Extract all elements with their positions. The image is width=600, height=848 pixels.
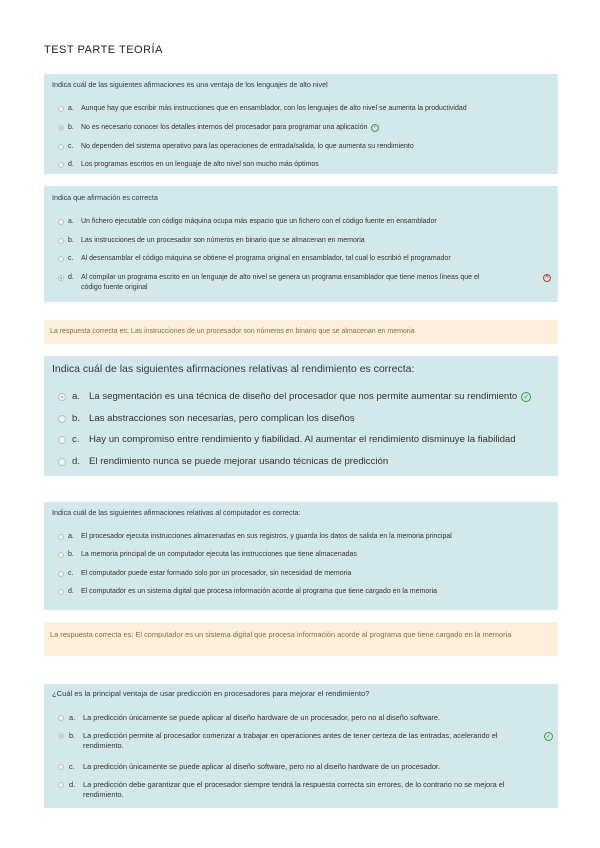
- option-text: Hay un compromiso entre rendimiento y fiabilidad. Al aumentar el rendimiento disminuye la fiabilidad: [89, 434, 516, 445]
- option-text: La predicción debe garantizar que el procesador siempre tendrá la respuesta correcta sin errores, de lo contrario no se mejora el rendimiento.: [83, 780, 505, 799]
- option-letter: d.: [68, 161, 74, 168]
- option-c[interactable]: [58, 142, 538, 152]
- option-text: El computador es un sistema digital que procesa información acorde al programa que tiene cargado en la memoria: [81, 588, 438, 595]
- question-2: [44, 186, 558, 302]
- radio-button[interactable]: [58, 571, 64, 577]
- question-1: [44, 74, 558, 174]
- option-letter: d.: [72, 456, 81, 467]
- option-d[interactable]: [58, 456, 538, 468]
- option-letter: a.: [69, 713, 76, 722]
- option-letter: c.: [68, 143, 74, 150]
- feedback-message: La respuesta correcta es: Las instrucciones de un procesador son números en binario que se almacenan en memoria: [44, 320, 558, 344]
- radio-button[interactable]: [58, 415, 66, 423]
- option-letter: d.: [68, 274, 74, 281]
- option-letter: b.: [72, 413, 81, 424]
- option-text: Las abstracciones son necesarias, pero complican los diseños: [89, 413, 355, 424]
- option-letter: a.: [68, 533, 74, 540]
- radio-button[interactable]: [58, 162, 64, 168]
- radio-button[interactable]: [58, 436, 66, 444]
- question-4: [44, 502, 558, 610]
- option-d[interactable]: [58, 780, 538, 800]
- option-letter: d.: [68, 588, 74, 595]
- option-letter: b.: [68, 124, 74, 131]
- check-circle-icon: ✓: [373, 124, 378, 131]
- option-text: El computador puede estar formado solo por un procesador, sin necesidad de memoria: [81, 570, 352, 577]
- page-title: TEST PARTE TEORÍA: [44, 44, 163, 56]
- option-d[interactable]: [58, 160, 538, 170]
- option-letter: b.: [69, 731, 76, 740]
- option-c[interactable]: [58, 254, 538, 264]
- option-c[interactable]: [58, 569, 538, 579]
- radio-button[interactable]: [58, 764, 64, 770]
- question-text: ¿Cuál es la principal ventaja de usar predicción en procesadores para mejorar el rendimiento?: [52, 689, 370, 698]
- radio-button[interactable]: [58, 715, 64, 721]
- option-text: La predicción únicamente se puede aplicar al diseño software, pero no al diseño hardware de un procesador.: [83, 762, 441, 771]
- radio-button[interactable]: [58, 782, 64, 788]
- radio-button[interactable]: [58, 219, 64, 225]
- radio-button[interactable]: [58, 144, 64, 150]
- radio-button[interactable]: [58, 256, 64, 262]
- option-text: Al compilar un programa escrito en un lenguaje de alto nivel se genera un programa ensamblador que tiene menos líneas que el código fuente original: [81, 274, 480, 291]
- question-text: Indica cuál de las siguientes afirmaciones es una ventaja de los lenguajes de alto nivel: [52, 80, 328, 89]
- option-d[interactable]: [58, 587, 553, 597]
- option-letter: c.: [68, 255, 74, 262]
- question-5: [44, 684, 558, 808]
- option-text: La predicción permite al procesador comenzar a trabajar en operaciones antes de tener certeza de las entradas, acelerando el rendimiento.: [83, 731, 498, 750]
- radio-button[interactable]: [58, 393, 66, 401]
- option-a[interactable]: [58, 391, 558, 403]
- option-text: La memoria principal de un computador ejecuta las instrucciones que tiene almacenadas: [81, 551, 357, 558]
- option-letter: c.: [72, 434, 80, 445]
- question-text: Indica que afirmación es correcta: [52, 193, 158, 202]
- option-d[interactable]: [58, 273, 498, 293]
- check-circle-icon: ✓: [521, 392, 531, 402]
- option-letter: b.: [68, 237, 74, 244]
- radio-button[interactable]: [58, 275, 64, 281]
- option-text: Aunque hay que escribir más instrucciones que en ensamblador, con los lenguajes de alto nivel se aumenta la productividad: [81, 105, 467, 112]
- option-c[interactable]: [58, 434, 553, 446]
- feedback-message: La respuesta correcta es: El computador es un sistema digital que procesa información acorde al programa que tiene cargado en la memoria: [44, 622, 558, 656]
- radio-button[interactable]: [58, 458, 66, 466]
- radio-button[interactable]: [58, 106, 64, 112]
- option-letter: c.: [68, 570, 74, 577]
- radio-button[interactable]: [58, 534, 64, 540]
- question-3: [44, 356, 558, 476]
- option-letter: d.: [69, 780, 76, 789]
- x-circle-icon: ✕: [544, 274, 550, 281]
- option-text: Un fichero ejecutable con código máquina ocupa más espacio que un fichero con el código fuente en ensamblador: [81, 218, 437, 225]
- radio-button[interactable]: [58, 238, 64, 244]
- option-letter: b.: [68, 551, 74, 558]
- radio-button[interactable]: [58, 125, 64, 131]
- question-text: Indica cuál de las siguientes afirmaciones relativas al computador es correcta:: [52, 508, 301, 517]
- option-text: La segmentación es una técnica de diseño del procesador que nos permite aumentar su rendimiento: [89, 391, 518, 402]
- option-text: Al desensamblar el código máquina se obtiene el programa original en ensamblador, tal cual lo escribió el programador: [81, 255, 451, 262]
- radio-button[interactable]: [58, 733, 64, 739]
- option-text: Los programas escritos en un lenguaje de alto nivel son mucho más óptimos: [81, 161, 319, 168]
- option-a[interactable]: [58, 104, 558, 114]
- option-b[interactable]: [58, 123, 538, 133]
- option-text: No es necesario conocer los detalles internos del procesador para programar una aplicación: [81, 124, 368, 131]
- option-c[interactable]: [58, 762, 548, 772]
- option-a[interactable]: [58, 713, 548, 723]
- option-letter: c.: [69, 762, 75, 771]
- option-text: La predicción únicamente se puede aplicar al diseño hardware de un procesador, pero no al diseño software.: [83, 713, 441, 722]
- question-text: Indica cuál de las siguientes afirmaciones relativas al rendimiento es correcta:: [52, 363, 415, 375]
- option-a[interactable]: [58, 532, 558, 542]
- option-text: El procesador ejecuta instrucciones almacenadas en sus registros, y guarda los datos de salida en la memoria principal: [81, 533, 452, 540]
- option-a[interactable]: [58, 217, 538, 227]
- option-b[interactable]: [58, 413, 538, 425]
- option-b[interactable]: [58, 236, 538, 246]
- option-letter: a.: [68, 105, 74, 112]
- radio-button[interactable]: [58, 552, 64, 558]
- radio-button[interactable]: [58, 589, 64, 595]
- option-text: El rendimiento nunca se puede mejorar usando técnicas de predicción: [89, 456, 389, 467]
- check-circle-icon: ✓: [545, 732, 552, 740]
- option-letter: a.: [72, 391, 81, 402]
- option-text: No dependen del sistema operativo para las operaciones de entrada/salida, lo que aumenta su rendimiento: [81, 143, 414, 150]
- option-b[interactable]: [58, 550, 538, 560]
- option-letter: a.: [68, 218, 74, 225]
- option-text: Las instrucciones de un procesador son números en binario que se almacenan en memoria: [81, 237, 365, 244]
- option-b[interactable]: [58, 731, 513, 751]
